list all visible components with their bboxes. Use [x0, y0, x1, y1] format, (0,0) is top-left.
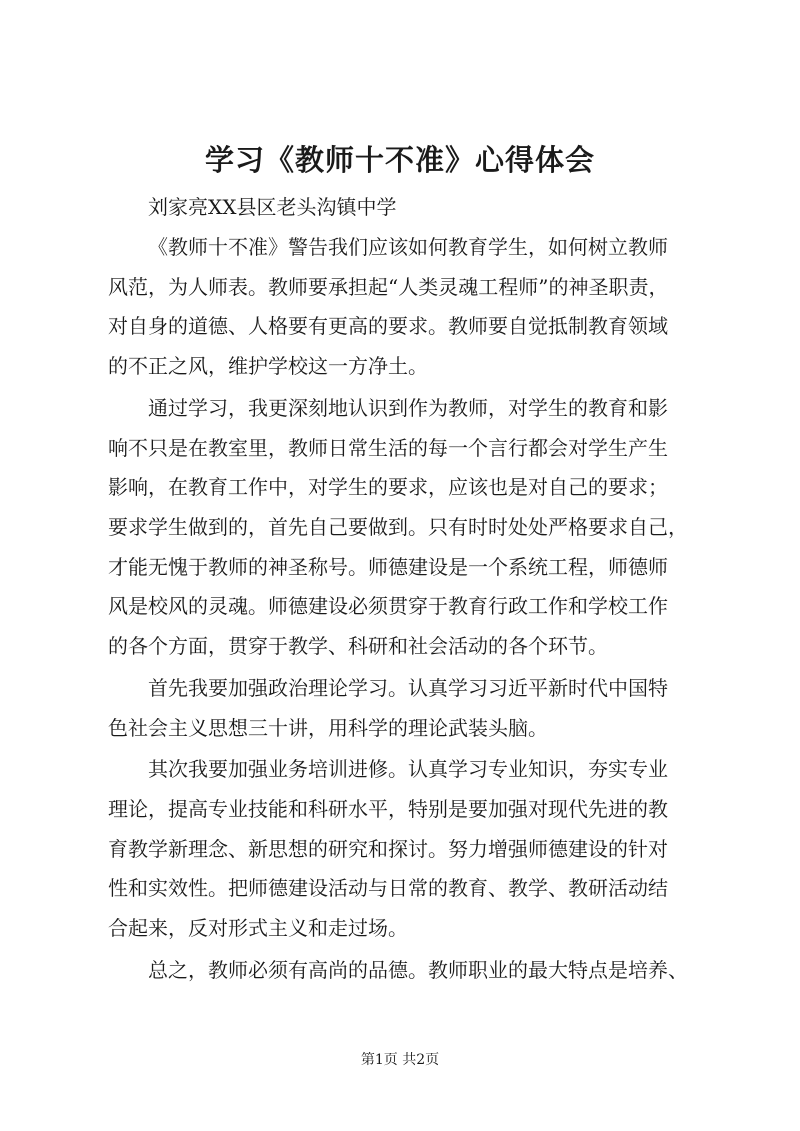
paragraph-2-line-5: 才能无愧于教师的神圣称号。师德建设是一个系统工程，师德师: [108, 555, 668, 579]
paragraph-1-line-1: 《教师十不准》警告我们应该如何教育学生，如何树立教师: [148, 235, 668, 259]
paragraph-4-line-3: 育教学新理念、新思想的研究和探讨。努力增强师德建设的针对: [108, 837, 668, 861]
paragraph-3-line-2: 色社会主义思想三十讲，用科学的理论武装头脑。: [108, 716, 548, 740]
paragraph-2-line-1: 通过学习，我更深刻地认识到作为教师，对学生的教育和影: [148, 396, 668, 420]
paragraph-1-line-3: 对自身的道德、人格要有更高的要求。教师要自觉抵制教育领域: [108, 314, 668, 338]
paragraph-2-line-2: 响不只是在教室里，教师日常生活的每一个言行都会对学生产生: [108, 436, 668, 460]
paragraph-2-line-6: 风是校风的灵魂。师德建设必须贯穿于教育行政工作和学校工作: [108, 594, 668, 618]
author-line: 刘家亮XX县区老头沟镇中学: [148, 195, 397, 219]
paragraph-2-line-3: 影响，在教育工作中，对学生的要求，应该也是对自己的要求；: [108, 475, 668, 499]
document-title: 学习《教师十不准》心得体会: [204, 143, 595, 177]
paragraph-4-line-4: 性和实效性。把师德建设活动与日常的教育、教学、教研活动结: [108, 876, 668, 900]
paragraph-1-line-4: 的不正之风，维护学校这一方净土。: [108, 354, 428, 378]
paragraph-4-line-5: 合起来，反对形式主义和走过场。: [108, 916, 408, 940]
paragraph-5-line-1: 总之，教师必须有高尚的品德。教师职业的最大特点是培养、: [148, 958, 688, 982]
paragraph-4-line-1: 其次我要加强业务培训进修。认真学习专业知识，夯实专业: [148, 757, 668, 781]
paragraph-3-line-1: 首先我要加强政治理论学习。认真学习习近平新时代中国特: [148, 676, 668, 700]
paragraph-1-line-2: 风范，为人师表。教师要承担起“人类灵魂工程师”的神圣职责，: [108, 275, 669, 299]
paragraph-2-line-7: 的各个方面，贯穿于教学、科研和社会活动的各个环节。: [108, 634, 608, 658]
paragraph-2-line-4: 要求学生做到的，首先自己要做到。只有时时处处严格要求自己，: [108, 515, 688, 539]
paragraph-4-line-2: 理论，提高专业技能和科研水平，特别是要加强对现代先进的教: [108, 797, 668, 821]
page-footer: 第1页 共2页: [360, 1052, 440, 1068]
